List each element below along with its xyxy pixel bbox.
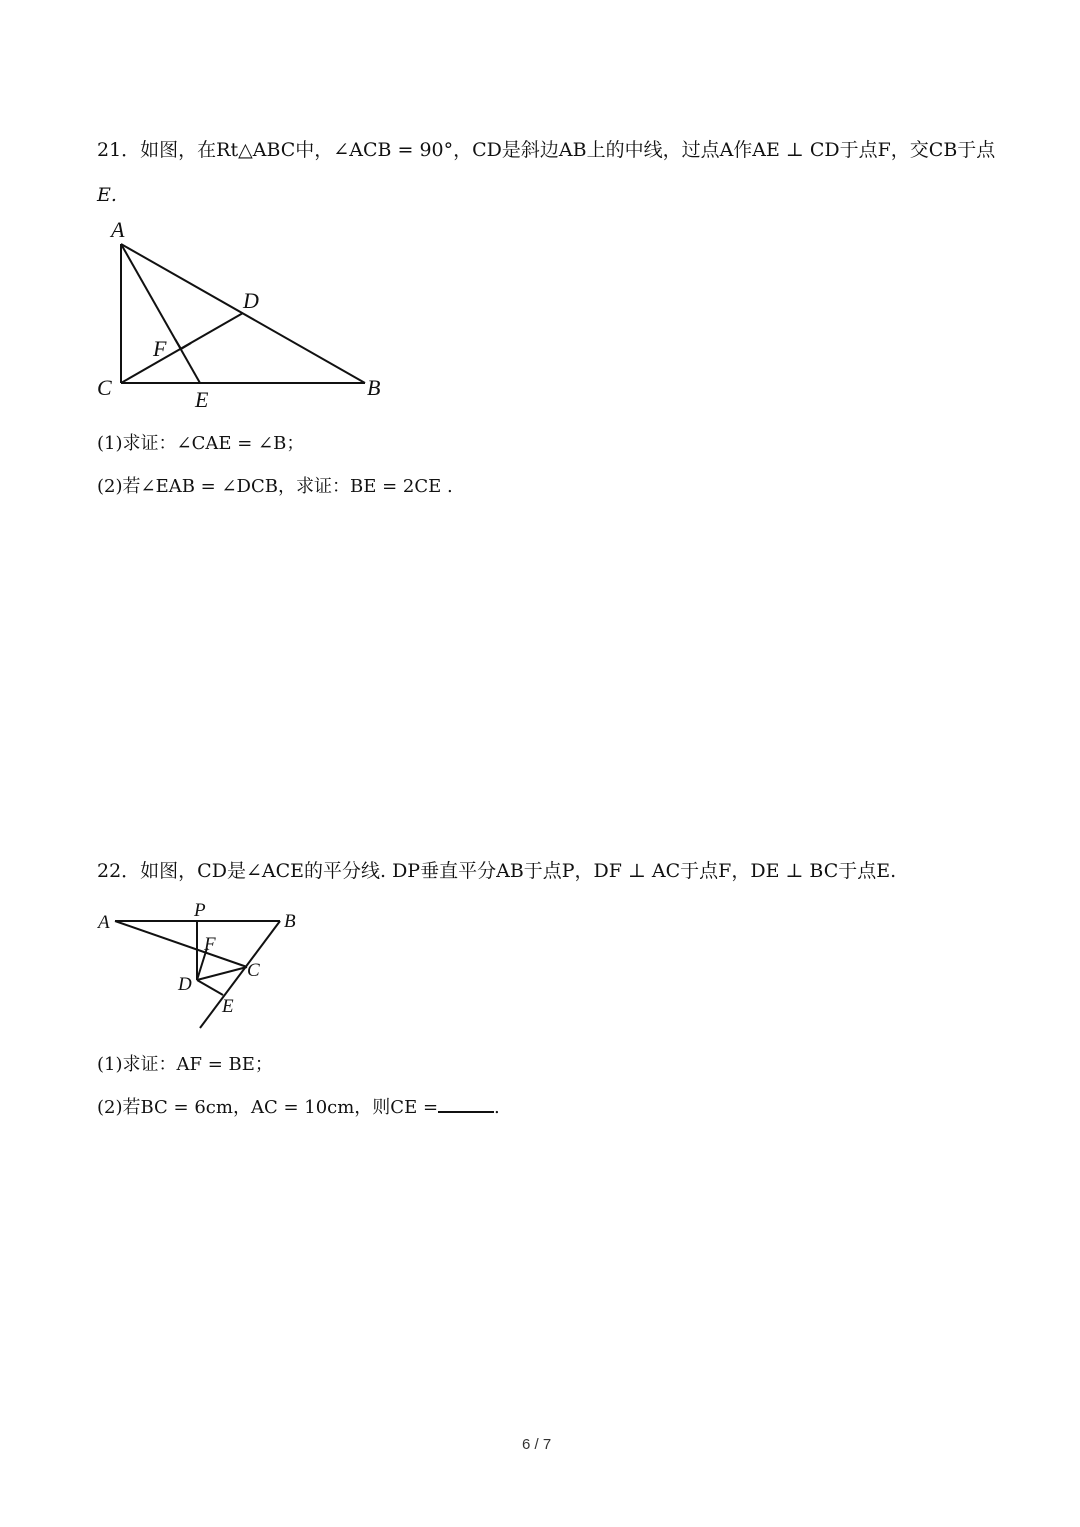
label-p: P [194, 900, 206, 921]
q22-part2-text: (2)若BC = 6cm，AC = 10cm，则CE = [97, 1097, 439, 1118]
q22-part2 [97, 1093, 500, 1119]
right-angle-mark [175, 339, 191, 349]
q21-figure [95, 215, 395, 415]
segment-ac [115, 921, 247, 967]
label-a: A [111, 217, 125, 242]
q22-part1: (1)求证：AF = BE； [97, 1054, 273, 1075]
label-d: D [178, 974, 192, 995]
label-c: C [247, 960, 260, 981]
q21-part1: (1)求证：∠CAE = ∠B； [97, 433, 305, 454]
q22-stem-line1: 22．如图，CD是∠ACE的平分线. DP垂直平分AB于点P，DF ⊥ AC于点F，DE ⊥ BC于点E. [97, 860, 897, 882]
label-e: E [195, 387, 209, 412]
q21-stem-line1: 21．如图，在Rt△ABC中，∠ACB = 90°，CD是斜边AB上的中线，过点A作AE ⊥ CD于点F，交CB于点 [97, 139, 996, 161]
q22-part2-end: . [494, 1097, 500, 1118]
label-f: F [204, 934, 216, 955]
label-c: C [97, 375, 112, 400]
label-b: B [367, 375, 381, 400]
segment-ae [121, 244, 200, 383]
label-e: E [222, 996, 234, 1017]
segment-de [197, 980, 223, 995]
q22-figure [90, 895, 330, 1035]
page-number: 6 / 7 [522, 1436, 552, 1453]
answer-blank [438, 1110, 494, 1113]
q21-stem-line2: E. [97, 184, 117, 206]
q21-part2: (2)若∠EAB = ∠DCB，求证：BE = 2CE . [97, 476, 453, 497]
label-b: B [284, 911, 296, 932]
label-d: D [243, 288, 259, 313]
label-a: A [98, 912, 110, 933]
label-f: F [153, 336, 167, 361]
